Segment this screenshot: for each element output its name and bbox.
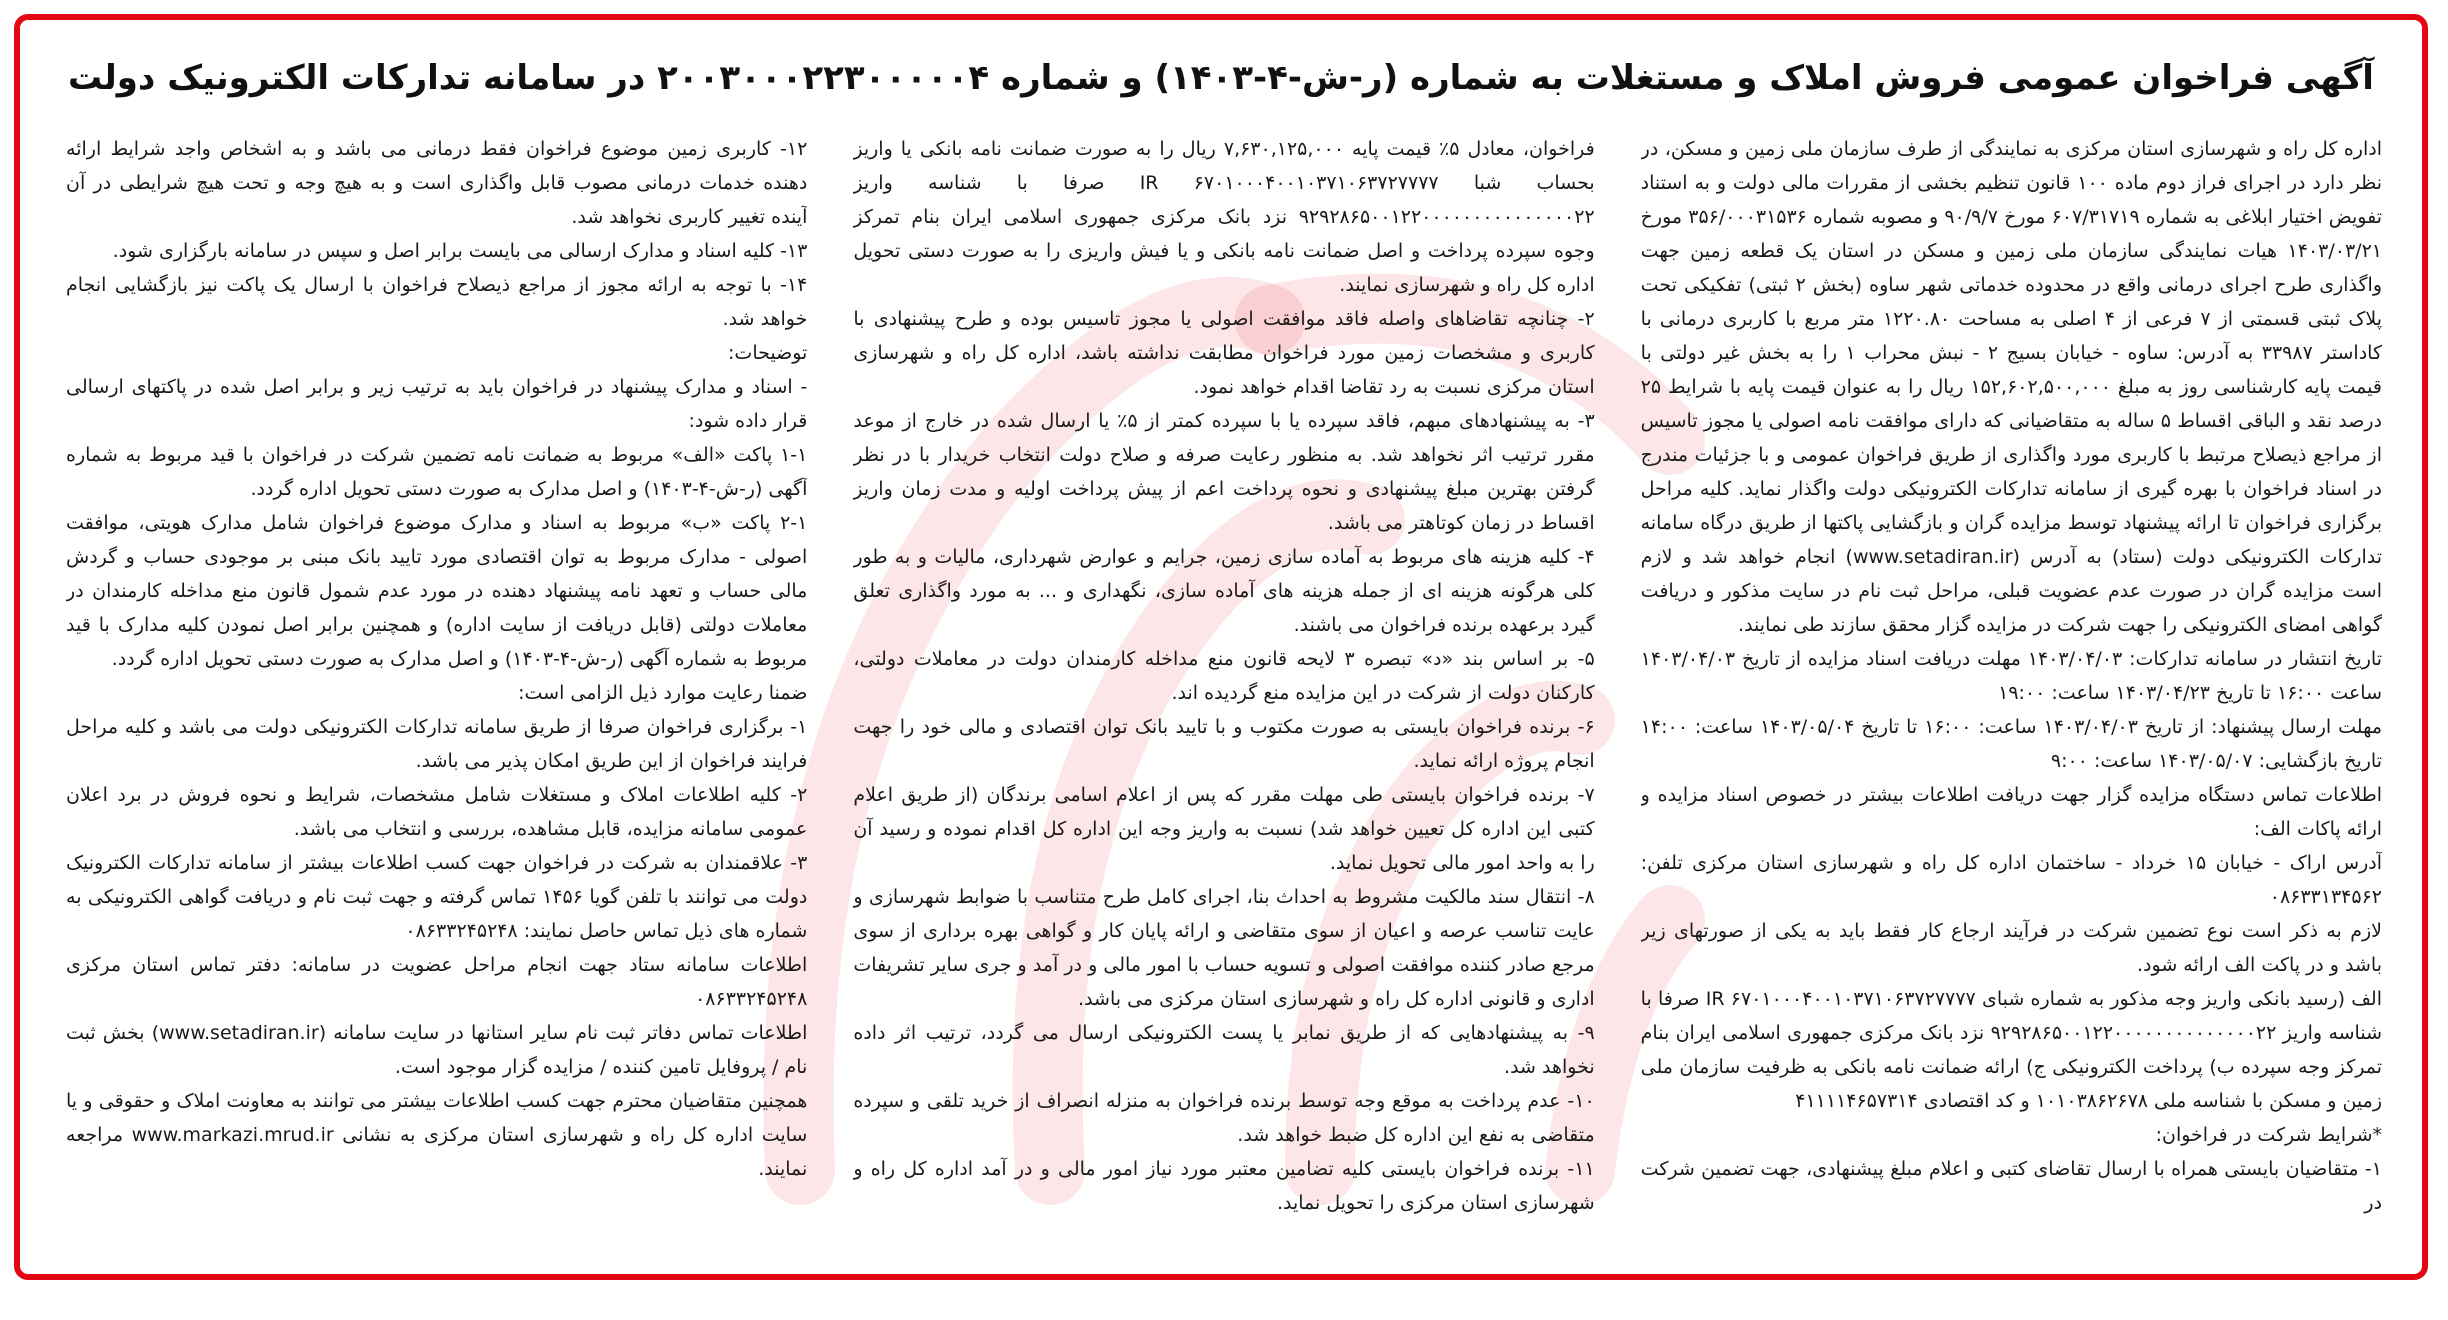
paragraph: فراخوان، معادل ۵٪ قیمت پایه ۷,۶۳۰,۱۲۵,۰۰۰ ریال را به صورت ضمانت نامه بانکی یا واریز بحساب شبا IR ۶۷۰۱۰۰۰۴۰۰۱۰۳۷۱۰۶۳۷۲۷۷۷۷ صرفا با شناسه واریز ۹۲۹۲۸۶۵۰۰۱۲۲۰۰۰۰۰۰۰۰۰۰۰۰۰۰۰۲۲ نزد بانک مرکزی جمهوری اسلامی ایران بنام تمرکز وجوه سپرده پرداخت و اصل ضمانت نامه بانکی و یا فیش واریزی را به صورت دستی تحویل اداره کل راه و شهرسازی نمایند. (853, 138, 1595, 296)
paragraph: تاریخ انتشار در سامانه تدارکات: ۱۴۰۳/۰۴/۰۳ مهلت دریافت اسناد مزایده از تاریخ ۱۴۰۳/۰۴/۰۳ ساعت ۱۶:۰۰ تا تاریخ ۱۴۰۳/۰۴/۲۳ ساعت: ۱۹:۰۰ (1640, 648, 2382, 704)
paragraph: اداره کل راه و شهرسازی استان مرکزی به نمایندگی از طرف سازمان ملی زمین و مسکن، در نظر دارد در اجرای فراز دوم ماده ۱۰۰ قانون تنظیم بخشی از مقررات مالی دولت و به استناد تفویض اختیار ابلاغی به شماره ۶۰۷/۳۱۷۱۹ مورخ ۹۰/۹/۷ و مصوبه شماره ۳۵۶/۰۰۰۳۱۵۳۶ مورخ ۱۴۰۳/۰۳/۲۱ هیات نمایندگی سازمان ملی زمین و مسکن در استان یک قطعه زمین جهت واگذاری طرح اجرای درمانی واقع در محدوده خدماتی شهر ساوه (بخش ۲ ثبتی) تفکیکی تحت پلاک ثبتی قسمتی از ۷ فرعی از ۴ اصلی به مساحت ۱۲۲۰.۸۰ متر مربع با کاربری درمانی با کاداستر ۳۳۹۸۷ به آدرس: ساوه - خیابان بسیج ۲ - نبش محراب ۱ را به بخش غیر دولتی با قیمت پایه کارشناسی روز به مبلغ ۱۵۲,۶۰۲,۵۰۰,۰۰۰ ریال را به عنوان قیمت پایه با شرایط ۲۵ درصد نقد و الباقی اقساط ۵ ساله به متقاضیانی که دارای موافقت نامه اصولی یا مجوز تاسیس از مراجع ذیصلاح مرتبط با کاربری مورد واگذاری از طریق فراخوان عمومی و با جزئیات مندرج در اسناد فراخوان با بهره گیری از سامانه تدارکات الکترونیکی دولت واگذار نماید. کلیه مراحل برگزاری فراخوان تا ارائه پیشنهاد توسط مزایده گران و بازگشایی پاکتها از طریق درگاه سامانه تدارکات الکترونیکی دولت (ستاد) به آدرس (www.setadiran.ir) انجام خواهد شد و لازم است مزایده گران در صورت عدم عضویت قبلی، مراحل ثبت نام در سایت مذکور و دریافت گواهی امضای الکترونیکی را جهت شرکت در مزایده گزار محقق سازند طی نمایند. (1640, 138, 2382, 636)
paragraph: همچنین متقاضیان محترم جهت کسب اطلاعات بیشتر می توانند به معاونت املاک و حقوقی و یا سایت اداره کل راه و شهرسازی استان مرکزی به نشانی www.markazi.mrud.ir مراجعه نمایند. (66, 1090, 808, 1180)
paragraph: ۳- به پیشنهادهای مبهم، فاقد سپرده یا با سپرده کمتر از ۵٪ یا ارسال شده در خارج از موعد مقرر ترتیب اثر نخواهد شد. به منظور رعایت صرفه و صلاح دولت انتخاب خریدار با در نظر گرفتن بهترین مبلغ پیشنهادی و نحوه پرداخت اعم از پیش پرداخت اولیه و مدت زمان واریز اقساط در زمان کوتاهتر می باشد. (853, 410, 1595, 534)
paragraph: ۶- برنده فراخوان بایستی به صورت مکتوب و با تایید بانک توان اقتصادی و مالی خود را جهت انجام پروژه ارائه نماید. (853, 716, 1595, 772)
paragraph: ۱-۱ پاکت «الف» مربوط به ضمانت نامه تضمین شرکت در فراخوان با قید مربوط به شماره آگهی (ر-ش-۴-۱۴۰۳) و اصل مدارک به صورت دستی تحویل اداره گردد. (66, 444, 808, 500)
paragraph: ۱- متقاضیان بایستی همراه با ارسال تقاضای کتبی و اعلام مبلغ پیشنهادی، جهت تضمین شرکت در (1640, 1158, 2382, 1214)
paragraph: الف (رسید بانکی واریز وجه مذکور به شماره شبای IR ۶۷۰۱۰۰۰۴۰۰۱۰۳۷۱۰۶۳۷۲۷۷۷۷ صرفا با شناسه واریز ۹۲۹۲۸۶۵۰۰۱۲۲۰۰۰۰۰۰۰۰۰۰۰۰۰۰۲۲ نزد بانک مرکزی جمهوری اسلامی ایران بنام تمرکز وجه سپرده ب) پرداخت الکترونیکی ج) ارائه ضمانت نامه بانکی به ظرفیت سازمان ملی زمین و مسکن با شناسه ملی ۱۰۱۰۳۸۶۲۶۷۸ و کد اقتصادی ۴۱۱۱۱۴۶۵۷۳۱۴ (1640, 988, 2382, 1112)
paragraph: ۸- انتقال سند مالکیت مشروط به احداث بنا، اجرای کامل طرح متناسب با ضوابط شهرسازی و عایت تناسب عرصه و اعیان از سوی متقاضی و ارائه پایان کار و گواهی بهره برداری از سوی مرجع صادر کننده موافقت اصولی و تسویه حساب با امور مالی و در آمد و جری سایر تشریفات اداری و قانونی اداره کل راه و شهرسازی استان مرکزی می باشد. (853, 886, 1595, 1010)
notice-frame (14, 14, 2428, 1280)
paragraph: ۱- برگزاری فراخوان صرفا از طریق سامانه تدارکات الکترونیکی دولت می باشد و کلیه مراحل فرایند فراخوان از این طریق امکان پذیر می باشد. (66, 716, 808, 772)
paragraph: ۱۰- عدم پرداخت به موقع وجه توسط برنده فراخوان به منزله انصراف از خرید تلقی و سپرده متقاضی به نفع این اداره کل ضبط خواهد شد. (853, 1090, 1595, 1146)
paragraph: ۱۳- کلیه اسناد و مدارک ارسالی می بایست برابر اصل و سپس در سامانه بارگزاری شود. (112, 240, 808, 262)
paragraph: ۷- برنده فراخوان بایستی طی مهلت مقرر که پس از اعلام اسامی برندگان (از طریق اعلام کتبی این اداره کل تعیین خواهد شد) نسبت به واریز وجه این اداره کل اقدام نموده و رسید آن را به واحد امور مالی تحویل نماید. (853, 784, 1595, 874)
paragraph: ۲-۱ پاکت «ب» مربوط به اسناد و مدارک موضوع فراخوان شامل مدارک هویتی، موافقت اصولی - مدارک مربوط به توان اقتصادی مورد تایید بانک مبنی بر موجودی حساب و گردش مالی حساب و تعهد نامه پیشنهاد دهنده در مورد عدم شمول قانون منع مداخله کارمندان در معاملات دولتی (قابل دریافت از سایت اداره) و همچنین برابر اصل نمودن کلیه مدارک با قید مربوط به شماره آگهی (ر-ش-۴-۱۴۰۳) و اصل مدارک به صورت دستی تحویل اداره گردد. (66, 512, 808, 670)
paragraph: اطلاعات سامانه ستاد جهت انجام مراحل عضویت در سامانه: دفتر تماس استان مرکزی ۰۸۶۳۳۲۴۵۲۴۸ (66, 954, 808, 1010)
notice-title: آگهی فراخوان عمومی فروش املاک و مستغلات به شماره (ر-ش-۴-۱۴۰۳) و شماره ۲۰۰۳۰۰۰۲۲۳۰۰۰۰۰۴ در سامانه تدارکات الکترونیک دولت (68, 58, 2374, 98)
paragraph: لازم به ذکر است نوع تضمین شرکت در فرآیند ارجاع کار فقط باید به یکی از صورتهای زیر باشد و در پاکت الف ارائه شود. (1640, 920, 2382, 976)
paragraph: توضیحات: (728, 342, 808, 364)
notice-column-middle (853, 132, 1594, 1246)
paragraph: *شرایط شرکت در فراخوان: (2155, 1124, 2382, 1146)
paragraph: ۱۴- با توجه به ارائه مجوز از مراجع ذیصلاح فراخوان با ارسال یک پاکت نیز بازگشایی انجام خواهد شد. (66, 274, 808, 330)
notice-column-right (1641, 132, 2382, 1246)
paragraph: ۱۱- برنده فراخوان بایستی کلیه تضامین معتبر مورد نیاز امور مالی و در آمد اداره کل راه و شهرسازی استان مرکزی را تحویل نماید. (853, 1158, 1595, 1214)
paragraph: آدرس اراک - خیابان ۱۵ خرداد - ساختمان اداره کل راه و شهرسازی استان مرکزی تلفن: ۰۸۶۳۳۱۳۴۵۶۲ (1640, 852, 2382, 908)
paragraph: ۲- کلیه اطلاعات املاک و مستغلات شامل مشخصات، شرایط و نحوه فروش در برد اعلان عمومی سامانه مزایده، قابل مشاهده، بررسی و انتخاب می باشد. (66, 784, 808, 840)
paragraph: ۳- علاقمندان به شرکت در فراخوان جهت کسب اطلاعات بیشتر از سامانه تدارکات الکترونیک دولت می توانند با تلفن گویا ۱۴۵۶ تماس گرفته و جهت ثبت نام و دریافت گواهی الکترونیکی به شماره های ذیل تماس حاصل نمایند: ۰۸۶۳۳۲۴۵۲۴۸ (66, 852, 808, 942)
paragraph: مهلت ارسال پیشنهاد: از تاریخ ۱۴۰۳/۰۴/۰۳ ساعت: ۱۶:۰۰ تا تاریخ ۱۴۰۳/۰۵/۰۴ ساعت: ۱۴:۰۰ تاریخ بازگشایی: ۱۴۰۳/۰۵/۰۷ ساعت: ۹:۰۰ (1640, 716, 2382, 772)
paragraph: ۴- کلیه هزینه های مربوط به آماده سازی زمین، جرایم و عوارض شهرداری، مالیات و به طور کلی هرگونه هزینه ای از جمله هزینه های آماده سازی، نگهداری و ... به مورد واگذاری تعلق گیرد برعهده برنده فراخوان می باشند. (853, 546, 1595, 636)
notice-body (66, 132, 2382, 1246)
paragraph: اطلاعات تماس دستگاه مزایده گزار جهت دریافت اطلاعات بیشتر در خصوص اسناد مزایده و ارائه پاکات الف: (1640, 784, 2382, 840)
paragraph: ۲- چنانچه تقاضاهای واصله فاقد موافقت اصولی یا مجوز تاسیس بوده و طرح پیشنهادی با کاربری و مشخصات زمین مورد فراخوان مطابقت نداشته باشد، اداره کل راه و شهرسازی استان مرکزی نسبت به رد تقاضا اقدام خواهد نمود. (853, 308, 1595, 398)
paragraph: ۵- بر اساس بند «د» تبصره ۳ لایحه قانون منع مداخله کارمندان دولت در معاملات دولتی، کارکنان دولت از شرکت در این مزایده منع گردیده اند. (853, 648, 1595, 704)
paragraph: - اسناد و مدارک پیشنهاد در فراخوان باید به ترتیب زیر و برابر اصل شده در پاکتهای ارسالی قرار داده شود: (66, 376, 808, 432)
notice-column-left (66, 132, 807, 1246)
paragraph: ضمنا رعایت موارد ذیل الزامی است: (518, 682, 808, 704)
paragraph: اطلاعات تماس دفاتر ثبت نام سایر استانها در سایت سامانه (www.setadiran.ir) بخش ثبت نام / پروفایل تامین کننده / مزایده گزار موجود است. (66, 1022, 808, 1078)
paragraph: ۱۲- کاربری زمین موضوع فراخوان فقط درمانی می باشد و به اشخاص واجد شرایط ارائه دهنده خدمات درمانی مصوب قابل واگذاری است و به هیچ وجه و تحت هیچ شرایطی در آن آینده تغییر کاربری نخواهد شد. (66, 138, 808, 228)
paragraph: ۹- به پیشنهادهایی که از طریق نمابر یا پست الکترونیکی ارسال می گردد، ترتیب اثر داده نخواهد شد. (853, 1022, 1595, 1078)
